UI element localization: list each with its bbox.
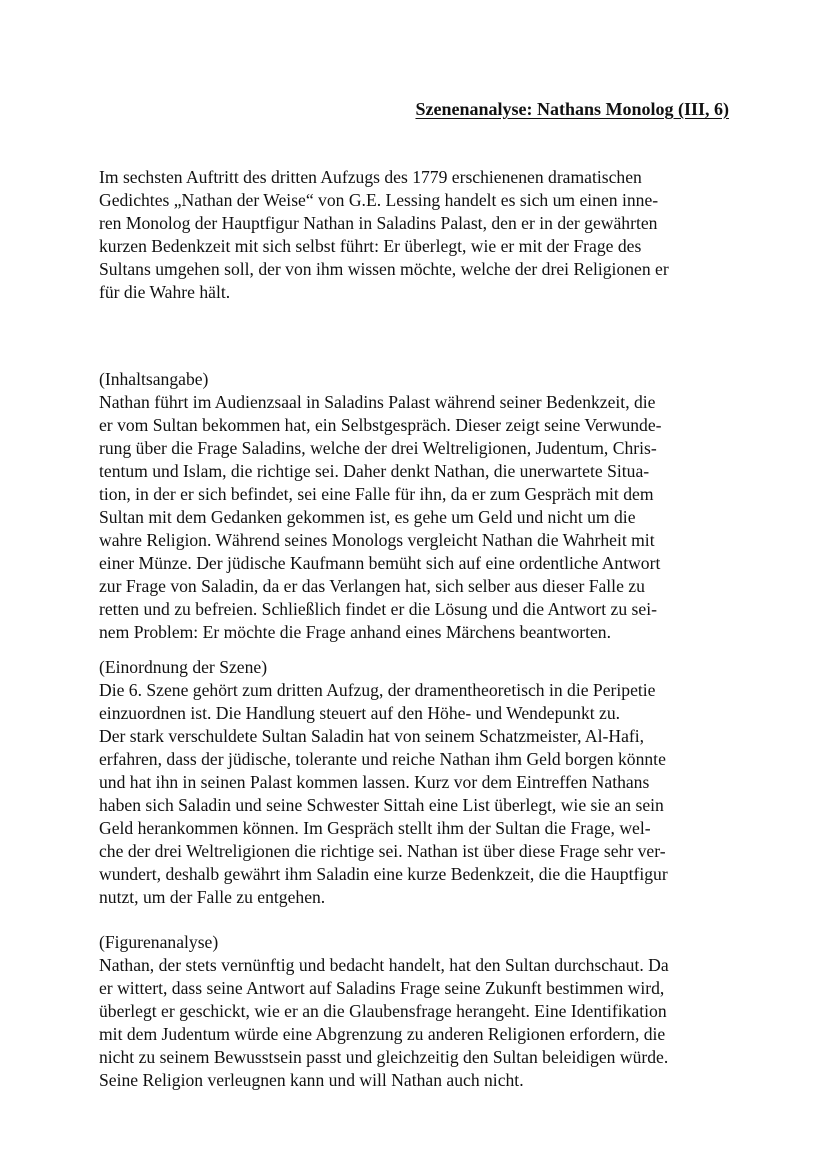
text-line: tion, in der er sich befindet, sei eine Falle für ihn, da er zum Gespräch mit dem [99,484,654,504]
text-line: für die Wahre hält. [99,282,231,302]
text-line: einer Münze. Der jüdische Kaufmann bemüht sich auf eine ordentliche Antwort [99,553,661,573]
text-line: haben sich Saladin und seine Schwester Sittah eine List überlegt, wie sie an sein [99,795,664,815]
text-line: Nathan führt im Audienzsaal in Saladins Palast während seiner Bedenkzeit, die [99,392,656,412]
text-line: wahre Religion. Während seines Monologs vergleicht Nathan die Wahrheit mit [99,530,655,550]
text-line: nem Problem: Er möchte die Frage anhand eines Märchens beantworten. [99,622,612,642]
text-line: mit dem Judentum würde eine Abgrenzung zu anderen Religionen erfordern, die [99,1024,666,1044]
text-line: ren Monolog der Hauptfigur Nathan in Saladins Palast, den er in der gewährten [99,213,658,233]
text-line: rung über die Frage Saladins, welche der drei Weltreligionen, Judentum, Chris- [99,438,657,458]
text-line: und hat ihn in seinen Palast kommen lassen. Kurz vor dem Eintreffen Nathans [99,772,650,792]
text-line: tentum und Islam, die richtige sei. Daher denkt Nathan, die unerwartete Situa- [99,461,650,481]
section-heading: (Figurenanalyse) [99,932,219,952]
text-line: nutzt, um der Falle zu entgehen. [99,887,326,907]
text-line: wundert, deshalb gewährt ihm Saladin eine kurze Bedenkzeit, die die Hauptfigur [99,864,668,884]
text-line: er wittert, dass seine Antwort auf Saladins Frage seine Zukunft bestimmen wird, [99,978,665,998]
text-line: Der stark verschuldete Sultan Saladin hat von seinem Schatzmeister, Al-Hafi, [99,726,645,746]
page-title: Szenenanalyse: Nathans Monolog (III, 6) [415,99,729,119]
text-line: kurzen Bedenkzeit mit sich selbst führt: Er überlegt, wie er mit der Frage des [99,236,642,256]
text-line: Die 6. Szene gehört zum dritten Aufzug, der dramentheoretisch in die Peripetie [99,680,656,700]
text-line: Sultans umgehen soll, der von ihm wissen möchte, welche der drei Religionen er [99,259,669,279]
section-inhaltsangabe [99,368,739,644]
text-line: er vom Sultan bekommen hat, ein Selbstgespräch. Dieser zeigt seine Verwunde- [99,415,662,435]
section-heading: (Inhaltsangabe) [99,369,209,389]
section-figurenanalyse [99,931,739,1092]
text-line: zur Frage von Saladin, da er das Verlangen hat, sich selber aus dieser Falle zu [99,576,645,596]
text-line: che der drei Weltreligionen die richtige sei. Nathan ist über diese Frage sehr ver- [99,841,666,861]
text-line: Seine Religion verleugnen kann und will Nathan auch nicht. [99,1070,524,1090]
text-line: nicht zu seinem Bewusstsein passt und gleichzeitig den Sultan beleidigen würde. [99,1047,669,1067]
text-line: Geld herankommen können. Im Gespräch stellt ihm der Sultan die Frage, wel- [99,818,651,838]
text-line: Sultan mit dem Gedanken gekommen ist, es gehe um Geld und nicht um die [99,507,636,527]
text-line: Im sechsten Auftritt des dritten Aufzugs des 1779 erschienenen dramatischen [99,167,642,187]
text-line: Gedichtes „Nathan der Weise“ von G.E. Lessing handelt es sich um einen inne- [99,190,659,210]
text-line: einzuordnen ist. Die Handlung steuert auf den Höhe- und Wendepunkt zu. [99,703,621,723]
text-line: überlegt er geschickt, wie er an die Glaubensfrage herangeht. Eine Identifikation [99,1001,667,1021]
intro-paragraph [99,166,739,304]
section-einordnung [99,656,739,909]
section-heading: (Einordnung der Szene) [99,657,268,677]
text-line: erfahren, dass der jüdische, tolerante und reiche Nathan ihm Geld borgen könnte [99,749,666,769]
text-line: Nathan, der stets vernünftig und bedacht handelt, hat den Sultan durchschaut. Da [99,955,669,975]
text-line: retten und zu befreien. Schließlich findet er die Lösung und die Antwort zu sei- [99,599,657,619]
